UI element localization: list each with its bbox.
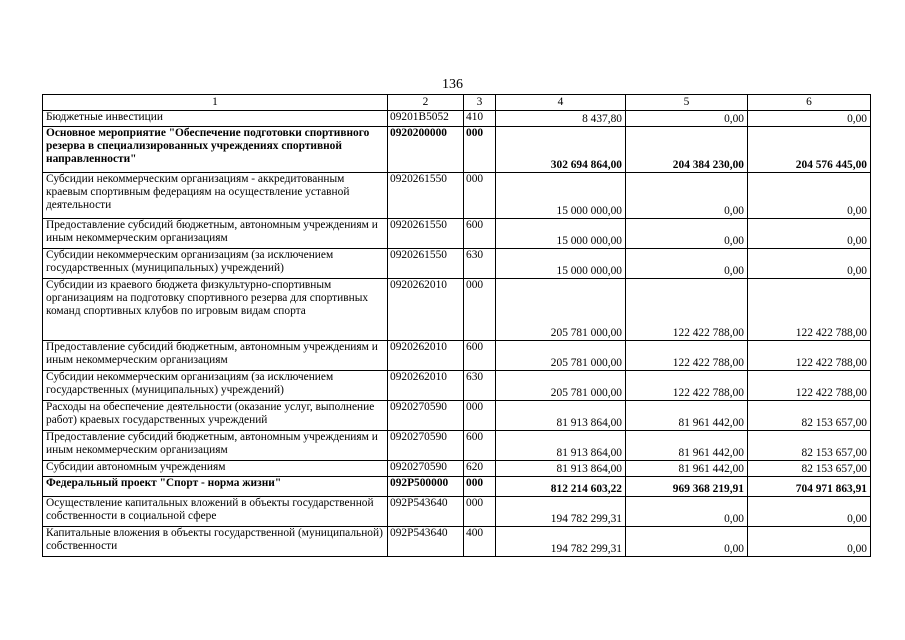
row-code: 092P543640 — [388, 527, 464, 557]
row-code: 0920261550 — [388, 249, 464, 279]
row-kvr: 000 — [464, 401, 496, 431]
row-name: Капитальные вложения в объекты государственной (муниципальной) собственности — [43, 527, 388, 557]
row-name: Субсидии некоммерческим организациям (за исключением государственных (муниципальных) учреждений) — [43, 249, 388, 279]
row-kvr: 000 — [464, 497, 496, 527]
row-name: Субсидии из краевого бюджета физкультурно-спортивным организациям на подготовку спортивного резерва для спортивных команд спортивных клубов по игровым видам спорта — [43, 279, 388, 341]
row-code: 092P500000 — [388, 477, 464, 497]
row-code: 0920270590 — [388, 461, 464, 477]
column-header-amount-1: 4 — [496, 95, 626, 111]
row-amount-2: 122 422 788,00 — [626, 341, 748, 371]
row-code: 0920200000 — [388, 127, 464, 173]
row-code: 0920262010 — [388, 371, 464, 401]
column-header-amount-2: 5 — [626, 95, 748, 111]
row-amount-2: 81 961 442,00 — [626, 401, 748, 431]
row-amount-2: 0,00 — [626, 111, 748, 127]
row-amount-2: 81 961 442,00 — [626, 431, 748, 461]
row-amount-3: 704 971 863,91 — [748, 477, 871, 497]
row-amount-2: 81 961 442,00 — [626, 461, 748, 477]
row-amount-3: 122 422 788,00 — [748, 341, 871, 371]
table-row — [43, 279, 871, 341]
row-name: Предоставление субсидий бюджетным, автономным учреждениям и иным некоммерческим организациям — [43, 431, 388, 461]
table-row — [43, 431, 871, 461]
row-code: 0920270590 — [388, 401, 464, 431]
row-amount-3: 0,00 — [748, 497, 871, 527]
row-amount-3: 82 153 657,00 — [748, 431, 871, 461]
row-amount-2: 0,00 — [626, 527, 748, 557]
table-header-row — [43, 95, 871, 111]
row-kvr: 400 — [464, 527, 496, 557]
row-amount-3: 0,00 — [748, 249, 871, 279]
row-amount-2: 969 368 219,91 — [626, 477, 748, 497]
row-amount-2: 0,00 — [626, 173, 748, 219]
row-name: Федеральный проект "Спорт - норма жизни" — [43, 477, 388, 497]
row-amount-1: 81 913 864,00 — [496, 461, 626, 477]
row-code: 092P543640 — [388, 497, 464, 527]
row-amount-3: 0,00 — [748, 173, 871, 219]
row-amount-2: 204 384 230,00 — [626, 127, 748, 173]
row-code: 09201B5052 — [388, 111, 464, 127]
row-amount-2: 0,00 — [626, 219, 748, 249]
row-code: 0920261550 — [388, 219, 464, 249]
row-amount-1: 81 913 864,00 — [496, 431, 626, 461]
row-name: Основное мероприятие "Обеспечение подготовки спортивного резерва в специализированных учреждениях спортивной направленности" — [43, 127, 388, 173]
row-amount-3: 204 576 445,00 — [748, 127, 871, 173]
row-code: 0920270590 — [388, 431, 464, 461]
row-kvr: 000 — [464, 127, 496, 173]
table-row — [43, 527, 871, 557]
table-row — [43, 477, 871, 497]
row-amount-2: 0,00 — [626, 497, 748, 527]
column-header-amount-3: 6 — [748, 95, 871, 111]
row-amount-3: 82 153 657,00 — [748, 461, 871, 477]
row-kvr: 630 — [464, 249, 496, 279]
row-amount-1: 194 782 299,31 — [496, 527, 626, 557]
table-row — [43, 173, 871, 219]
row-amount-3: 0,00 — [748, 111, 871, 127]
row-kvr: 000 — [464, 279, 496, 341]
row-code: 0920262010 — [388, 341, 464, 371]
table-row — [43, 401, 871, 431]
table-row — [43, 249, 871, 279]
table-row — [43, 219, 871, 249]
table-row — [43, 341, 871, 371]
table-row — [43, 497, 871, 527]
row-amount-1: 302 694 864,00 — [496, 127, 626, 173]
row-kvr: 600 — [464, 431, 496, 461]
row-name: Осуществление капитальных вложений в объекты государственной собственности в социальной сфере — [43, 497, 388, 527]
row-amount-3: 0,00 — [748, 219, 871, 249]
row-amount-1: 15 000 000,00 — [496, 173, 626, 219]
table-row — [43, 371, 871, 401]
row-amount-1: 205 781 000,00 — [496, 279, 626, 341]
budget-table-body — [43, 95, 871, 557]
row-kvr: 000 — [464, 477, 496, 497]
row-amount-1: 205 781 000,00 — [496, 371, 626, 401]
row-kvr: 600 — [464, 341, 496, 371]
table-row — [43, 127, 871, 173]
row-name: Предоставление субсидий бюджетным, автономным учреждениям и иным некоммерческим организациям — [43, 219, 388, 249]
row-amount-1: 15 000 000,00 — [496, 219, 626, 249]
row-name: Бюджетные инвестиции — [43, 111, 388, 127]
row-amount-3: 0,00 — [748, 527, 871, 557]
table-row — [43, 461, 871, 477]
row-code: 0920261550 — [388, 173, 464, 219]
row-amount-2: 122 422 788,00 — [626, 371, 748, 401]
row-amount-1: 81 913 864,00 — [496, 401, 626, 431]
row-kvr: 620 — [464, 461, 496, 477]
row-amount-1: 812 214 603,22 — [496, 477, 626, 497]
row-amount-3: 122 422 788,00 — [748, 371, 871, 401]
column-header-code: 2 — [388, 95, 464, 111]
column-header-kvr: 3 — [464, 95, 496, 111]
row-kvr: 410 — [464, 111, 496, 127]
budget-table — [42, 94, 871, 557]
row-amount-1: 8 437,80 — [496, 111, 626, 127]
row-name: Субсидии некоммерческим организациям (за исключением государственных (муниципальных) учреждений) — [43, 371, 388, 401]
table-row — [43, 111, 871, 127]
row-amount-2: 122 422 788,00 — [626, 279, 748, 341]
column-header-name: 1 — [43, 95, 388, 111]
row-amount-3: 82 153 657,00 — [748, 401, 871, 431]
row-kvr: 600 — [464, 219, 496, 249]
row-amount-1: 205 781 000,00 — [496, 341, 626, 371]
row-kvr: 630 — [464, 371, 496, 401]
row-code: 0920262010 — [388, 279, 464, 341]
row-name: Субсидии некоммерческим организациям - аккредитованным краевым спортивным федерациям на осуществление уставной деятельности — [43, 173, 388, 219]
row-name: Субсидии автономным учреждениям — [43, 461, 388, 477]
row-amount-2: 0,00 — [626, 249, 748, 279]
row-name: Расходы на обеспечение деятельности (оказание услуг, выполнение работ) краевых государственных учреждений — [43, 401, 388, 431]
row-kvr: 000 — [464, 173, 496, 219]
row-amount-1: 194 782 299,31 — [496, 497, 626, 527]
row-name: Предоставление субсидий бюджетным, автономным учреждениям и иным некоммерческим организациям — [43, 341, 388, 371]
row-amount-3: 122 422 788,00 — [748, 279, 871, 341]
page-number: 136 — [442, 77, 463, 92]
row-amount-1: 15 000 000,00 — [496, 249, 626, 279]
